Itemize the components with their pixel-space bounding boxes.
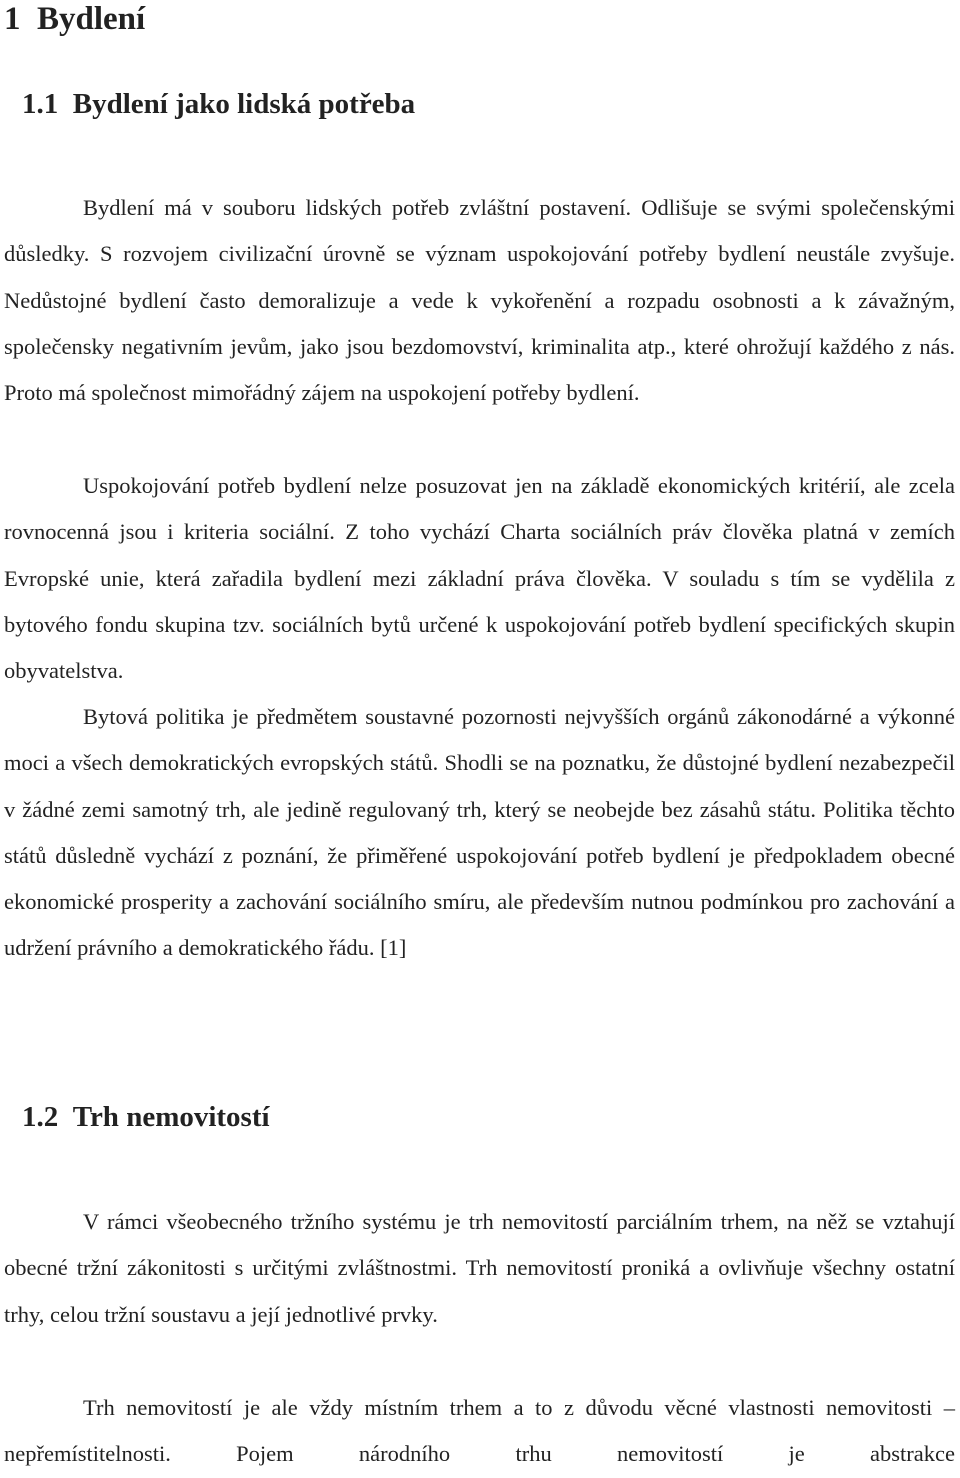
section-title: Bydlení jako lidská potřeba [72,88,416,120]
chapter-number: 1 [4,1,21,37]
section-number: 1.2 [22,1101,59,1133]
section-title: Trh nemovitostí [72,1101,270,1133]
paragraph: Trh nemovitostí je ale vždy místním trhem a to z důvodu věcné vlastnosti nemovitosti – nepřemístitelnosti. Pojem národního trhu nemovitostí je abstrakce [4,1395,955,1467]
paragraph: Uspokojování potřeb bydlení nelze posuzovat jen na základě ekonomických kritérií, ale zcela rovnocenná jsou i kriteria sociální. Z toho vychází Charta sociálních práv člověka platná v zemích Evropské unie, která zařadila bydlení mezi základní práva člověka. V souladu s tím se vydělila z bytového fondu skupina tzv. sociálních bytů určené k uspokojování potřeb bydlení specifických skupin obyvatelstva. [4,473,955,684]
section-heading-1-1 [22,87,415,121]
paragraph: Bydlení má v souboru lidských potřeb zvláštní postavení. Odlišuje se svými společenskými důsledky. S rozvojem civilizační úrovně se význam uspokojování potřeby bydlení neustále zvyšuje. Nedůstojné bydlení často demoralizuje a vede k vykořenění a rozpadu osobnosti a k závažným, společensky negativním jevům, jako jsou bezdomovství, kriminalita atp., které ohrožují každého z nás. Proto má společnost mimořádný zájem na uspokojení potřeby bydlení. [4,195,955,406]
section-number: 1.1 [22,88,59,120]
paragraph: V rámci všeobecného tržního systému je trh nemovitostí parciálním trhem, na něž se vztahují obecné tržní zákonitosti s určitými zvláštnostmi. Trh nemovitostí proniká a ovlivňuje všechny ostatní trhy, celou tržní soustavu a její jednotlivé prvky. [4,1209,955,1327]
chapter-heading [4,0,145,38]
section-heading-1-2 [22,1100,270,1134]
paragraph: Bytová politika je předmětem soustavné pozornosti nejvyšších orgánů zákonodárné a výkonné moci a všech demokratických evropských států. Shodli se na poznatku, že důstojné bydlení nezabezpečil v žádné zemi samotný trh, ale jedině regulovaný trh, který se neobejde bez zásahů státu. Politika těchto států důsledně vychází z poznání, že přiměřené uspokojování potřeb bydlení je předpokladem obecné ekonomické prosperity a zachování sociálního smíru, ale především nutnou podmínkou pro zachování a udržení právního a demokratického řádu. [1] [4,704,955,961]
chapter-title: Bydlení [37,1,146,37]
